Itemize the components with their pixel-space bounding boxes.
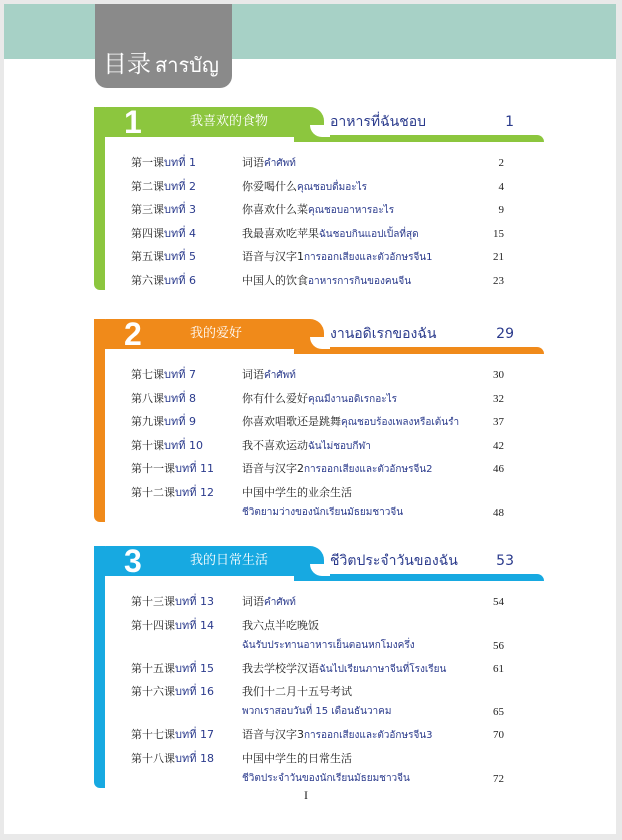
toc-title-tab	[95, 4, 232, 88]
lesson-label	[131, 273, 196, 289]
lesson-topic-zh: 你有什么爱好	[242, 391, 308, 405]
lesson-label-th: บทที่ 16	[175, 685, 214, 698]
lesson-topic-th: การออกเสียงและตัวอักษรจีน1	[304, 252, 433, 263]
toc-title	[103, 50, 219, 79]
lesson-topic-th: ฉันชอบกินแอปเปิ้ลที่สุด	[319, 228, 419, 240]
lesson-label-th: บทที่ 18	[175, 751, 214, 765]
lesson-label	[131, 438, 203, 454]
unit-header-underline	[294, 347, 544, 354]
unit-header	[94, 316, 544, 355]
lesson-label-th: บทที่ 2	[164, 179, 196, 193]
lesson-page-number: 54	[493, 596, 504, 608]
lesson-topic	[242, 594, 296, 611]
toc-entry	[94, 249, 544, 269]
lesson-topic-zh: 语音与汉字3	[242, 728, 304, 741]
lesson-page-number: 2	[498, 157, 504, 169]
lesson-page-number: 37	[493, 416, 504, 428]
unit-page-number: 29	[496, 326, 514, 342]
unit-number: 3	[124, 543, 142, 579]
toc-title-zh: 目录	[103, 50, 151, 78]
lesson-page-number: 9	[498, 204, 504, 216]
lesson-label	[131, 461, 214, 477]
lesson-label	[131, 226, 196, 242]
lesson-topic	[242, 249, 433, 266]
lesson-label	[131, 594, 214, 610]
lesson-label	[131, 249, 196, 265]
toc-entry	[94, 661, 544, 681]
unit-page-number: 53	[496, 553, 514, 569]
lesson-label-th: บทที่ 4	[164, 226, 196, 240]
lesson-topic-zh: 我不喜欢运动	[242, 438, 308, 452]
lesson-label	[131, 661, 214, 677]
lesson-page-number: 65	[493, 706, 504, 718]
lesson-topic	[242, 485, 352, 501]
lesson-label-th: บทที่ 8	[164, 391, 196, 405]
lesson-label-th: บทที่ 9	[164, 415, 196, 428]
lesson-label-zh: 第八课	[131, 391, 164, 405]
unit-header-underline	[294, 574, 544, 581]
lesson-topic-zh: 语音与汉字1	[242, 250, 304, 263]
lesson-topic	[242, 727, 433, 744]
unit-header-underline	[294, 135, 544, 142]
lesson-topic-th: อาหารการกินของคนจีน	[308, 275, 412, 287]
lesson-topic-th: ฉันไม่ชอบกีฬา	[308, 440, 371, 452]
lesson-topic-zh: 你爱喝什么	[242, 179, 297, 193]
lesson-label-th: บทที่ 12	[175, 485, 214, 499]
toc-entry	[94, 202, 544, 222]
lesson-label-zh: 第十八课	[131, 751, 175, 765]
lesson-label-zh: 第六课	[131, 273, 164, 287]
unit-page-number: 1	[505, 114, 514, 130]
unit-number: 1	[124, 104, 142, 140]
lesson-label-zh: 第十二课	[131, 485, 175, 499]
lesson-label	[131, 391, 196, 407]
unit-title-zh: 我的日常生活	[190, 553, 269, 568]
lesson-label	[131, 367, 196, 383]
lesson-label-zh: 第十课	[131, 438, 164, 452]
lesson-topic-th: คุณชอบอาหารอะไร	[308, 205, 395, 216]
lesson-label-th: บทที่ 15	[175, 661, 214, 675]
lesson-label-th: บทที่ 5	[164, 250, 196, 263]
toc-entry	[94, 226, 544, 246]
toc-entry	[94, 367, 544, 387]
lesson-label-th: บทที่ 14	[175, 618, 214, 632]
lesson-label-zh: 第三课	[131, 203, 164, 216]
lesson-label-th: บทที่ 13	[175, 595, 214, 608]
lesson-label-zh: 第九课	[131, 415, 164, 428]
lesson-topic-th-line2: ฉันรับประทานอาหารเย็นตอนหกโมงครึ่ง	[242, 639, 415, 651]
lesson-topic-th: คำศัพท์	[264, 597, 296, 608]
document-page	[4, 4, 616, 834]
lesson-topic-zh: 我们十二月十五号考试	[242, 685, 352, 698]
lesson-page-number: 4	[498, 180, 504, 193]
lesson-topic-th-line2: ชีวิตยามว่างของนักเรียนมัธยมชาวจีน	[242, 506, 404, 518]
toc-entry	[94, 391, 544, 411]
lesson-label	[131, 414, 196, 430]
unit-number: 2	[124, 316, 142, 352]
lesson-topic	[242, 438, 371, 455]
lesson-label	[131, 684, 214, 700]
toc-title-th: สารบัญ	[155, 53, 219, 77]
lesson-label-zh: 第二课	[131, 179, 164, 193]
lesson-label	[131, 202, 196, 218]
lesson-label-zh: 第十一课	[131, 462, 175, 475]
lesson-topic	[242, 367, 296, 384]
lesson-label-th: บทที่ 6	[164, 273, 196, 287]
lesson-topic	[242, 226, 419, 243]
lesson-label	[131, 155, 196, 171]
toc-entry	[94, 751, 544, 785]
lesson-topic-th: คุณมีงานอดิเรกอะไร	[308, 393, 398, 405]
lesson-topic-zh: 词语	[242, 595, 264, 608]
lesson-label-zh: 第十五课	[131, 661, 175, 675]
toc-entry	[94, 179, 544, 199]
lesson-topic-th-line2: พวกเราสอบวันที่ 15 เดือนธันวาคม	[242, 706, 392, 717]
lesson-label-zh: 第五课	[131, 250, 164, 263]
unit-title-th: อาหารที่ฉันชอบ	[330, 114, 427, 130]
lesson-page-number: 56	[493, 639, 504, 652]
lesson-label	[131, 485, 214, 501]
toc-entry	[94, 618, 544, 652]
lesson-topic	[242, 391, 397, 408]
lesson-topic-zh: 词语	[242, 368, 264, 381]
lesson-label-th: บทที่ 1	[164, 156, 196, 169]
lesson-page-number: 48	[493, 506, 504, 519]
unit-title-zh: 我的爱好	[190, 326, 243, 341]
toc-entry	[94, 485, 544, 519]
lesson-label-zh: 第十六课	[131, 685, 175, 698]
lesson-topic-zh: 语音与汉字2	[242, 462, 304, 475]
lesson-label	[131, 727, 214, 743]
toc-entry	[94, 594, 544, 614]
lesson-page-number: 15	[493, 227, 504, 240]
lesson-topic-zh: 中国中学生的业余生活	[242, 485, 352, 499]
lesson-page-number: 70	[493, 729, 504, 741]
toc-entry	[94, 155, 544, 175]
lesson-page-number: 61	[493, 662, 504, 675]
lesson-topic-zh: 中国中学生的日常生活	[242, 751, 352, 765]
lesson-topic-zh: 你喜欢唱歌还是跳舞	[242, 415, 341, 428]
lesson-page-number: 21	[493, 251, 504, 263]
lesson-topic-zh: 我最喜欢吃苹果	[242, 226, 319, 240]
lesson-page-number: 72	[493, 772, 504, 785]
lesson-topic-zh: 我去学校学汉语	[242, 661, 319, 675]
lesson-label-th: บทที่ 7	[164, 368, 196, 381]
lesson-topic-th-line2: ชีวิตประจำวันของนักเรียนมัธยมชาวจีน	[242, 772, 410, 784]
unit-header	[94, 543, 544, 582]
lesson-label-zh: 第七课	[131, 368, 164, 381]
lesson-topic	[242, 461, 433, 478]
lesson-label-zh: 第十三课	[131, 595, 175, 608]
lesson-topic	[242, 414, 459, 431]
unit-header	[94, 104, 544, 143]
toc-entry	[94, 438, 544, 458]
lesson-topic-zh: 词语	[242, 156, 264, 169]
lesson-label-th: บทที่ 3	[164, 203, 196, 216]
lesson-topic	[242, 155, 296, 172]
lesson-page-number: 46	[493, 463, 504, 475]
lesson-topic-zh: 我六点半吃晚饭	[242, 618, 319, 632]
lesson-topic-zh: 中国人的饮食	[242, 273, 308, 287]
lesson-topic	[242, 661, 446, 678]
lesson-topic	[242, 202, 394, 219]
lesson-topic-zh: 你喜欢什么菜	[242, 203, 308, 216]
lesson-topic	[242, 751, 352, 767]
lesson-label	[131, 751, 214, 767]
toc-entry	[94, 727, 544, 747]
lesson-label-th: บทที่ 17	[175, 728, 214, 741]
lesson-label-th: บทที่ 11	[175, 462, 214, 475]
lesson-topic-th: ฉันไปเรียนภาษาจีนที่โรงเรียน	[319, 663, 447, 675]
lesson-page-number: 32	[493, 392, 504, 405]
lesson-topic-th: คุณชอบดื่มอะไร	[297, 181, 367, 193]
lesson-label-zh: 第四课	[131, 226, 164, 240]
lesson-label	[131, 179, 196, 195]
lesson-label-zh: 第一课	[131, 156, 164, 169]
lesson-topic-th: คำศัพท์	[264, 158, 296, 169]
lesson-topic-th: การออกเสียงและตัวอักษรจีน2	[304, 464, 433, 475]
lesson-page-number: 30	[493, 369, 504, 381]
lesson-topic	[242, 273, 411, 290]
toc-entry	[94, 414, 544, 434]
lesson-topic-th: คุณชอบร้องเพลงหรือเต้นรำ	[341, 417, 460, 428]
lesson-label-zh: 第十七课	[131, 728, 175, 741]
lesson-label-th: บทที่ 10	[164, 438, 203, 452]
lesson-topic	[242, 684, 352, 700]
lesson-label-zh: 第十四课	[131, 618, 175, 632]
toc-entry	[94, 273, 544, 293]
toc-entry	[94, 684, 544, 718]
unit-title-th: ชีวิตประจำวันของฉัน	[330, 553, 458, 569]
toc-entry	[94, 461, 544, 481]
unit-title-zh: 我喜欢的食物	[190, 114, 269, 129]
lesson-page-number: 42	[493, 439, 504, 452]
unit-title-th: งานอดิเรกของฉัน	[330, 326, 437, 342]
lesson-label	[131, 618, 214, 634]
lesson-page-number: 23	[493, 274, 504, 287]
page-number: I	[304, 788, 308, 802]
lesson-topic-th: การออกเสียงและตัวอักษรจีน3	[304, 730, 433, 741]
lesson-topic	[242, 179, 367, 196]
lesson-topic-th: คำศัพท์	[264, 370, 296, 381]
lesson-topic	[242, 618, 319, 634]
